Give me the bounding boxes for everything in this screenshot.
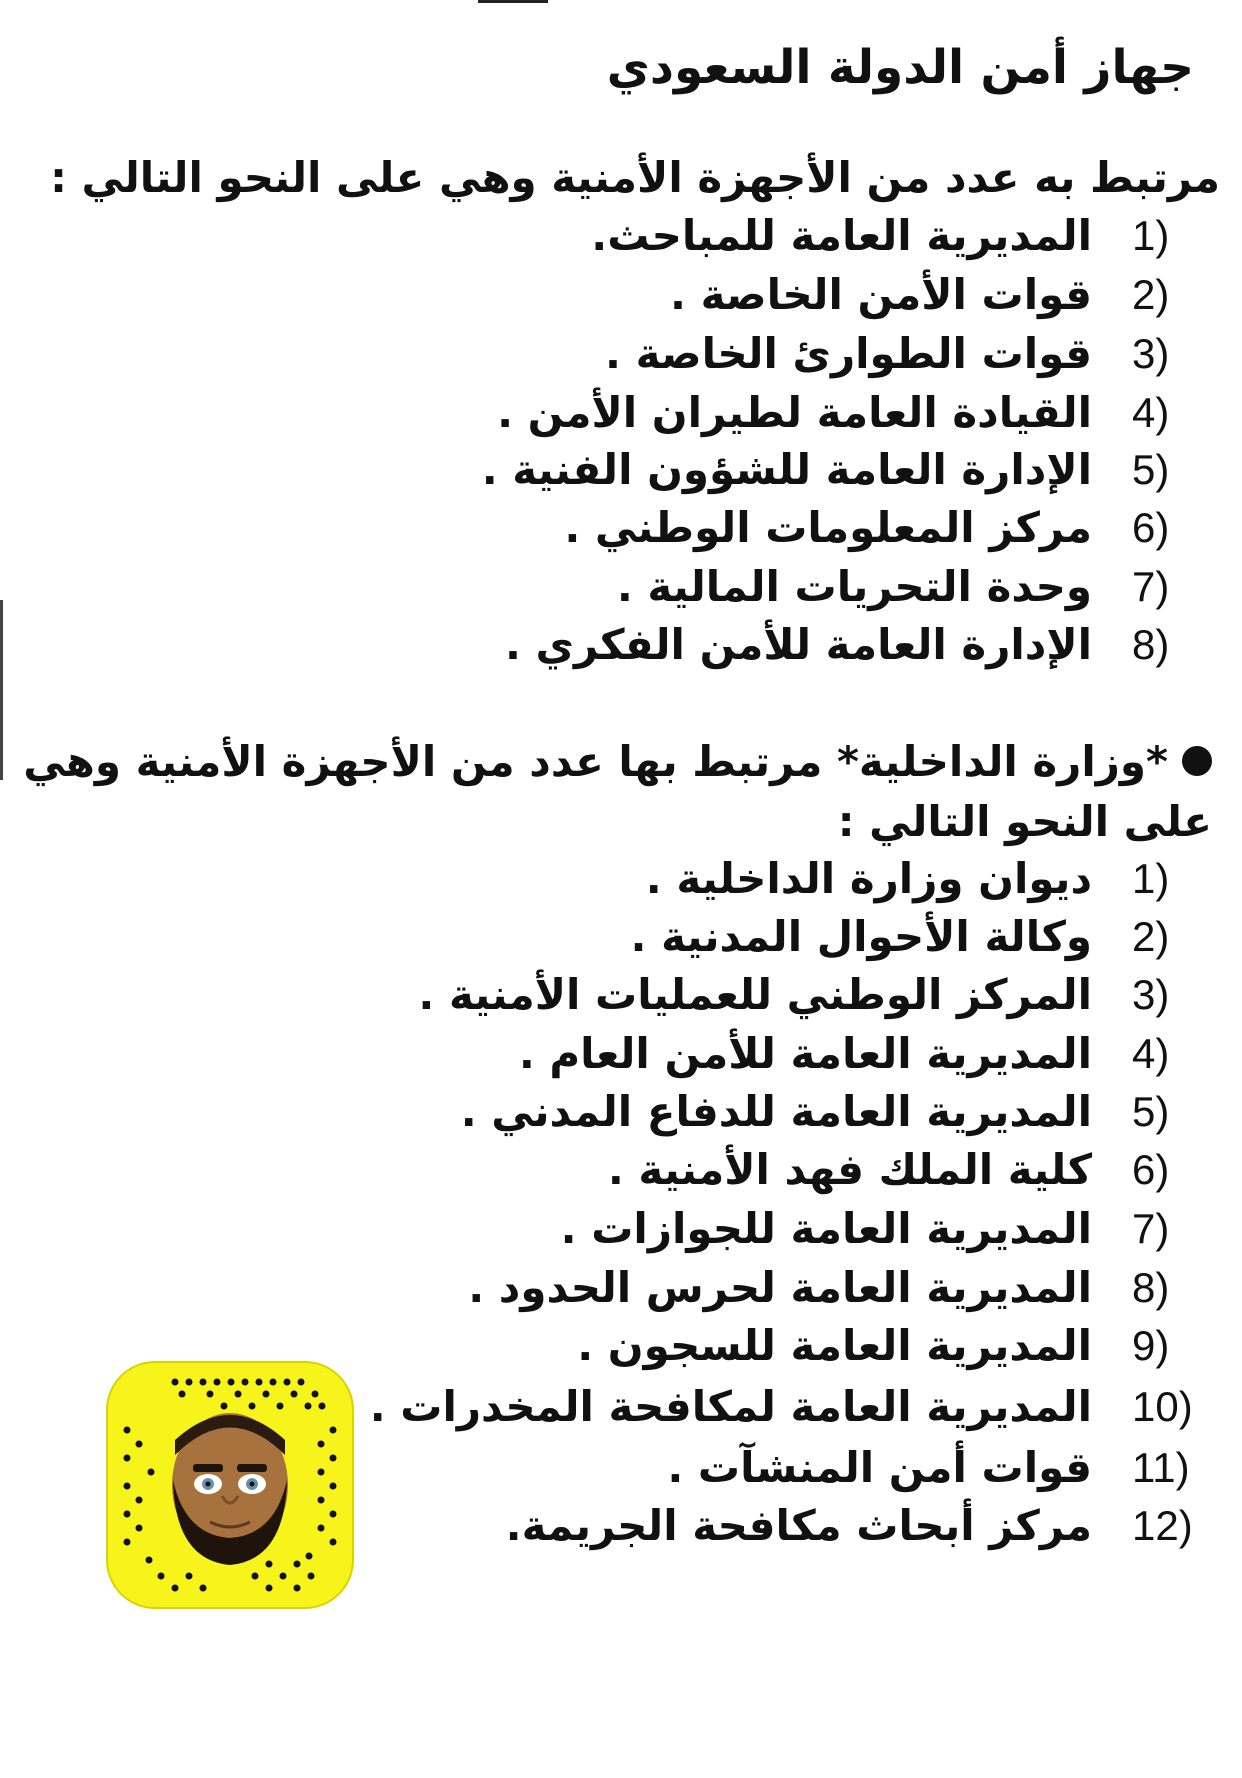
item-number: (1 <box>1132 855 1170 902</box>
item-text: القيادة العامة لطيران الأمن . <box>497 388 1092 437</box>
item-number: (6 <box>1132 504 1170 551</box>
item-number: (2 <box>1132 913 1170 960</box>
item-text: وكالة الأحوال المدنية . <box>630 912 1092 961</box>
section1-item <box>505 617 1212 673</box>
item-text: المديرية العامة للسجون . <box>577 1321 1092 1370</box>
item-number: (9 <box>1132 1322 1170 1369</box>
left-scan-rule <box>0 600 3 780</box>
item-text: مركز أبحاث مكافحة الجريمة. <box>505 1501 1092 1550</box>
item-number: (8 <box>1132 621 1170 668</box>
section2-intro <box>23 734 1212 790</box>
section2-item <box>646 851 1212 907</box>
section2-item <box>461 1084 1212 1140</box>
page-title: جهاز أمن الدولة السعودي <box>606 40 1194 95</box>
section2-item <box>506 1498 1212 1554</box>
section2-item <box>519 1026 1212 1082</box>
section2-item <box>418 967 1212 1023</box>
item-number: (8 <box>1132 1264 1170 1311</box>
item-number: (5 <box>1132 446 1170 493</box>
bullet-icon <box>1182 746 1212 776</box>
top-scan-rule <box>478 0 548 3</box>
item-text: كلية الملك فهد الأمنية . <box>607 1145 1092 1194</box>
section2-item <box>608 1142 1212 1198</box>
item-number: (1 <box>1132 212 1170 259</box>
item-number: (6 <box>1132 1146 1170 1193</box>
section2-item <box>561 1201 1212 1257</box>
section1-item <box>482 442 1212 498</box>
item-text: المديرية العامة لحرس الحدود . <box>468 1263 1092 1312</box>
item-number: (10 <box>1132 1383 1193 1430</box>
item-number: (5 <box>1132 1088 1170 1135</box>
item-number: (7 <box>1132 563 1170 610</box>
section1-item <box>564 500 1212 556</box>
item-number: (3 <box>1132 330 1170 377</box>
bitmoji-avatar <box>172 1413 288 1565</box>
item-number: (3 <box>1132 971 1170 1018</box>
section1-item <box>617 559 1212 615</box>
section2-item <box>370 1379 1212 1435</box>
item-text: المديرية العامة للدفاع المدني . <box>460 1087 1092 1136</box>
item-text: المديرية العامة للأمن العام . <box>518 1029 1092 1078</box>
item-text: قوات الأمن الخاصة . <box>670 270 1092 319</box>
item-text: المديرية العامة للجوازات . <box>560 1204 1092 1253</box>
section1-item <box>605 326 1212 382</box>
item-text: ديوان وزارة الداخلية . <box>645 854 1092 903</box>
item-text: مركز المعلومات الوطني . <box>564 503 1092 552</box>
item-text: قوات الطوارئ الخاصة . <box>605 329 1092 378</box>
item-number: (2 <box>1132 271 1170 318</box>
section1-item <box>670 267 1212 323</box>
item-text: المديرية العامة لمكافحة المخدرات . <box>369 1382 1092 1431</box>
item-text: الإدارة العامة للشؤون الفنية . <box>481 445 1092 494</box>
section2-item <box>631 909 1212 965</box>
item-number: (4 <box>1132 1030 1170 1077</box>
item-text: المركز الوطني للعمليات الأمنية . <box>418 970 1092 1019</box>
snapcode-icon[interactable] <box>105 1360 355 1610</box>
item-number: (4 <box>1132 389 1170 436</box>
section2-intro-line2: على النحو التالي : <box>837 797 1212 846</box>
item-text: المديرية العامة للمباحث. <box>591 211 1092 260</box>
item-number: (12 <box>1132 1502 1193 1549</box>
section1-item <box>497 385 1212 441</box>
section2-intro-line1: *وزارة الداخلية* مرتبط بها عدد من الأجهزة الأمنية وهي <box>23 737 1168 786</box>
item-text: الإدارة العامة للأمن الفكري . <box>504 620 1092 669</box>
section2-item <box>667 1440 1212 1496</box>
item-number: (11 <box>1132 1444 1190 1491</box>
section2-item <box>468 1260 1212 1316</box>
section2-item <box>577 1318 1212 1374</box>
item-number: (7 <box>1132 1205 1170 1252</box>
item-text: قوات أمن المنشآت . <box>667 1443 1092 1492</box>
section1-intro: مرتبط به عدد من الأجهزة الأمنية وهي على النحو التالي : <box>50 153 1220 202</box>
item-text: وحدة التحريات المالية . <box>616 562 1092 611</box>
section1-item <box>591 208 1212 264</box>
